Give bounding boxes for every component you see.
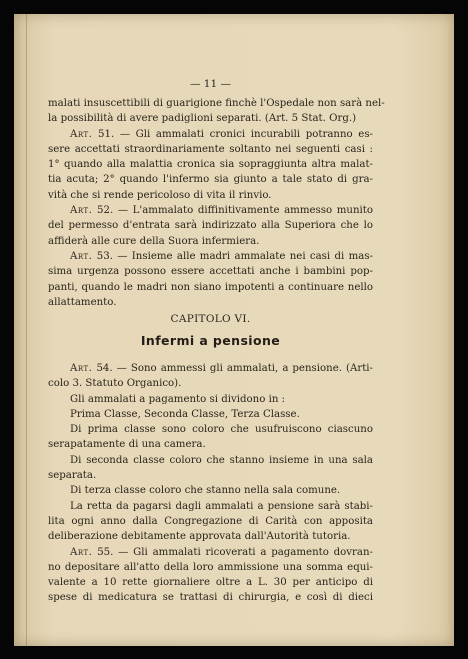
article-label: Art. (70, 250, 93, 262)
text-line: panti, quando le madri non siano impotenti a continuare nello (48, 281, 373, 293)
article-55: Art. 55. — Gli ammalati ricoverati a pagamento dovran- (70, 546, 373, 558)
text-line: Gli ammalati a pagamento si dividono in : (70, 393, 286, 405)
section-heading: Infermi a pensione (140, 333, 281, 348)
article-54: Art. 54. — Sono ammessi gli ammalati, a pensione. (Arti- (70, 363, 373, 374)
text-line: del permesso d'entrata sarà indirizzato alla Superiora che lo (48, 220, 373, 232)
text-line: La retta da pagarsi dagli ammalati a pensione sarà stabi- (70, 500, 373, 512)
text-line: affiderà alle cure della Suora infermiera. (48, 235, 260, 247)
article-label: Art. (70, 546, 93, 558)
text-line: lita ogni anno dalla Congregazione di Carità con apposita (48, 515, 373, 527)
text-line: colo 3. Statuto Organico). (48, 378, 182, 390)
text-line: sere accettati straordinariamente soltanto nei seguenti casi : (48, 143, 373, 155)
article-label: Art. (70, 363, 93, 374)
text-line: serapatamente di una camera. (48, 439, 206, 451)
text-line: vità che si rende pericoloso di vita il rinvio. (48, 189, 272, 201)
text-line: separata. (48, 470, 97, 482)
text-line: la possibilità di avere padiglioni separati. (Art. 5 Stat. Org.) (48, 113, 357, 125)
text-line: deliberazione debitamente approvata dall'Autorità tutoria. (48, 531, 351, 543)
page-fold (26, 14, 27, 646)
chapter-title: CAPITOLO VI. (170, 313, 251, 325)
article-label: Art. (70, 128, 93, 140)
text-line: allattamento. (48, 296, 117, 308)
text-line: spese di medicatura se trattasi di chirurgia, e così di dieci (48, 592, 373, 604)
text-line: 1° quando alla malattia cronica sia sopraggiunta altra malat- (48, 159, 373, 171)
article-52: Art. 52. — L'ammalato diffinitivamente ammesso munito (70, 205, 373, 217)
article-label: Art. (70, 205, 93, 217)
text-line: valente a 10 rette giornaliere oltre a L. 30 per anticipo di (48, 577, 373, 589)
text-block-articles-51-53 (48, 96, 385, 310)
page-number: — 11 — (189, 78, 232, 90)
text-line: Prima Classe, Seconda Classe, Terza Classe. (70, 408, 300, 420)
text-block-articles-54-55 (48, 361, 373, 606)
text-line: no depositare all'atto della loro ammissione una somma equi- (48, 561, 373, 573)
article-51: Art. 51. — Gli ammalati cronici incurabili potranno es- (70, 128, 373, 140)
text-line: malati insuscettibili di guarigione finchè l'Ospedale non sarà nel- (48, 98, 385, 109)
text-line: sima urgenza possono essere accettati anche i bambini pop- (48, 266, 373, 278)
article-53: Art. 53. — Insieme alle madri ammalate nei casi di mas- (70, 250, 373, 262)
text-line: Di prima classe sono coloro che usufruiscono ciascuno (70, 424, 373, 436)
text-line: Di seconda classe coloro che stanno insieme in una sala (70, 454, 373, 466)
text-line: Di terza classe coloro che stanno nella sala comune. (70, 485, 341, 497)
text-line: tia acuta; 2° quando l'infermo sia giunto a tale stato di gra- (48, 174, 373, 186)
